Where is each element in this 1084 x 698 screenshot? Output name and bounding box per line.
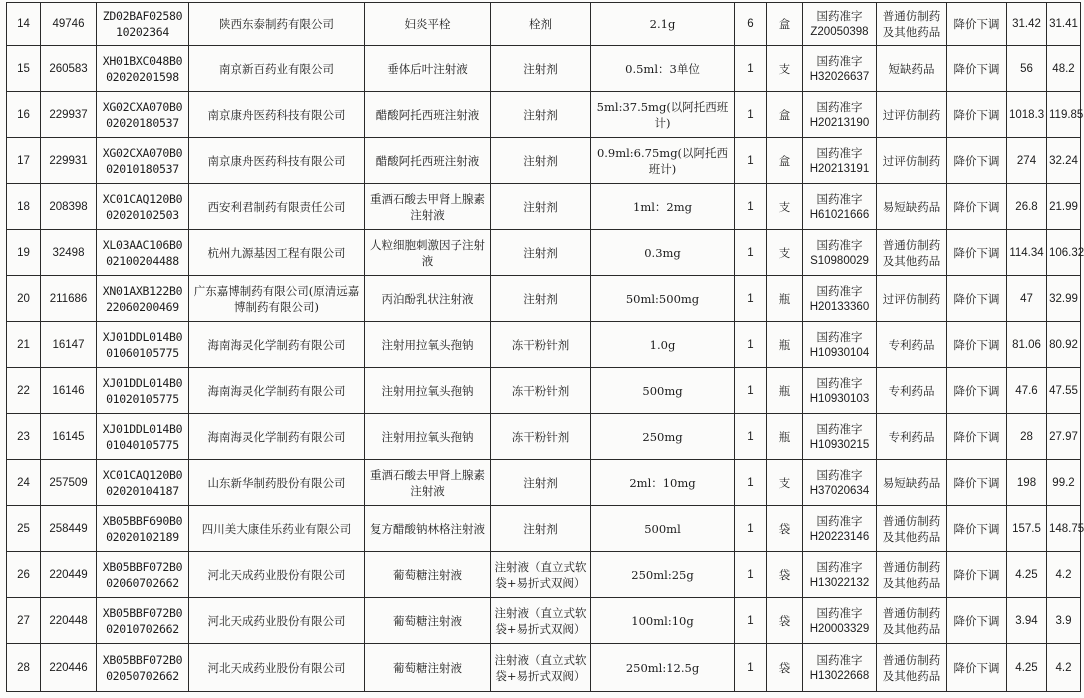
drug-code-line: XL03AAC106B0: [102, 237, 183, 252]
drug-price-table: [6, 2, 1084, 692]
approval-number-cell: [803, 46, 877, 92]
table-row: [7, 92, 1081, 138]
table-row: [7, 322, 1081, 368]
price-after-cell: 48.2: [1047, 46, 1081, 92]
dosage-form-cell: 注射剂: [491, 460, 591, 506]
approval-number-line: H20213190: [809, 116, 870, 129]
table-row: [7, 644, 1081, 692]
pack-quantity-cell: 1: [735, 92, 767, 138]
price-after-cell: 32.99: [1047, 276, 1081, 322]
price-after-cell: 3.9: [1047, 598, 1081, 644]
drug-name-cell: 葡萄糖注射液: [365, 598, 491, 644]
approval-number-line: H20003329: [809, 622, 870, 635]
approval-number-cell: [803, 184, 877, 230]
dosage-form-cell: 注射剂: [491, 46, 591, 92]
approval-number-cell: [803, 3, 877, 46]
adjust-type-cell: 降价下调: [947, 138, 1007, 184]
manufacturer-cell: 四川美大康佳乐药业有限公司: [189, 506, 365, 552]
dosage-form-cell: 冻干粉针剂: [491, 368, 591, 414]
price-before-cell: 47: [1007, 276, 1047, 322]
pack-quantity-cell: 1: [735, 138, 767, 184]
approval-number-line: 国药准字: [816, 53, 863, 68]
pack-quantity-cell: 1: [735, 46, 767, 92]
drug-name-cell: 葡萄糖注射液: [365, 552, 491, 598]
pack-unit-cell: 瓶: [767, 322, 803, 368]
dosage-form-cell: 注射剂: [491, 138, 591, 184]
manufacturer-cell: 海南海灵化学制药有限公司: [189, 322, 365, 368]
approval-number-cell: [803, 460, 877, 506]
dosage-form-cell: 注射剂: [491, 506, 591, 552]
drug-code-line: XJ01DDL014B0: [102, 421, 183, 436]
pack-unit-cell: 瓶: [767, 276, 803, 322]
row-seq-cell: 14: [7, 3, 41, 46]
approval-number-cell: [803, 598, 877, 644]
price-after-cell: 119.85: [1047, 92, 1081, 138]
approval-number-line: H61021666: [809, 208, 870, 221]
pack-unit-cell: 袋: [767, 552, 803, 598]
approval-number-line: H10930103: [809, 392, 870, 405]
adjust-type-cell: 降价下调: [947, 368, 1007, 414]
drug-category-cell: 专利药品: [877, 414, 947, 460]
drug-code-cell: [97, 460, 189, 506]
drug-name-cell: 注射用拉氧头孢钠: [365, 322, 491, 368]
dosage-form-cell: 栓剂: [491, 3, 591, 46]
price-after-cell: 148.75: [1047, 506, 1081, 552]
drug-name-cell: 注射用拉氧头孢钠: [365, 368, 491, 414]
drug-code-line: XG02CXA070B0: [102, 145, 183, 160]
drug-category-cell: 普通仿制药及其他药品: [877, 598, 947, 644]
approval-number-cell: [803, 92, 877, 138]
dosage-form-cell: 注射剂: [491, 276, 591, 322]
specification-cell: 5ml:37.5mg(以阿托西班计): [591, 92, 735, 138]
approval-number-line: H37020634: [809, 484, 870, 497]
drug-code-line: 02020201598: [106, 69, 179, 84]
adjust-type-cell: 降价下调: [947, 3, 1007, 46]
table-row: [7, 552, 1081, 598]
drug-name-cell: 复方醋酸钠林格注射液: [365, 506, 491, 552]
drug-code-cell: [97, 92, 189, 138]
adjust-type-cell: 降价下调: [947, 276, 1007, 322]
price-before-cell: 81.06: [1007, 322, 1047, 368]
approval-number-line: H10930215: [809, 438, 870, 451]
manufacturer-cell: 南京康舟医药科技有限公司: [189, 138, 365, 184]
pack-unit-cell: 瓶: [767, 368, 803, 414]
drug-code-line: XC01CAQ120B0: [102, 467, 183, 482]
price-before-cell: 1018.3: [1007, 92, 1047, 138]
pack-unit-cell: 盒: [767, 92, 803, 138]
dosage-form-cell: 注射液（直立式软袋+易折式双阀）: [491, 644, 591, 692]
dosage-form-cell: 注射剂: [491, 230, 591, 276]
pack-quantity-cell: 1: [735, 414, 767, 460]
manufacturer-cell: 杭州九源基因工程有限公司: [189, 230, 365, 276]
pack-quantity-cell: 1: [735, 368, 767, 414]
price-before-cell: 3.94: [1007, 598, 1047, 644]
price-before-cell: 28: [1007, 414, 1047, 460]
manufacturer-cell: 河北天成药业股份有限公司: [189, 598, 365, 644]
approval-number-line: 国药准字: [816, 652, 863, 667]
drug-id-cell: 16147: [41, 322, 97, 368]
approval-number-line: 国药准字: [816, 99, 863, 114]
specification-cell: 250ml:12.5g: [591, 644, 735, 692]
manufacturer-cell: 河北天成药业股份有限公司: [189, 552, 365, 598]
approval-number-cell: [803, 368, 877, 414]
approval-number-line: H20133360: [809, 300, 870, 313]
drug-code-line: 02020102503: [106, 207, 179, 222]
row-seq-cell: 18: [7, 184, 41, 230]
adjust-type-cell: 降价下调: [947, 506, 1007, 552]
approval-number-line: H10930104: [809, 346, 870, 359]
adjust-type-cell: 降价下调: [947, 414, 1007, 460]
drug-code-cell: [97, 414, 189, 460]
pack-unit-cell: 袋: [767, 506, 803, 552]
specification-cell: 100ml:10g: [591, 598, 735, 644]
row-seq-cell: 22: [7, 368, 41, 414]
drug-id-cell: 229937: [41, 92, 97, 138]
drug-id-cell: 229931: [41, 138, 97, 184]
pack-unit-cell: 支: [767, 460, 803, 506]
specification-cell: 1ml：2mg: [591, 184, 735, 230]
drug-id-cell: 257509: [41, 460, 97, 506]
drug-code-cell: [97, 184, 189, 230]
manufacturer-cell: 南京新百药业有限公司: [189, 46, 365, 92]
price-after-cell: 4.2: [1047, 644, 1081, 692]
drug-name-cell: 醋酸阿托西班注射液: [365, 92, 491, 138]
pack-quantity-cell: 1: [735, 230, 767, 276]
drug-code-cell: [97, 276, 189, 322]
pack-unit-cell: 瓶: [767, 414, 803, 460]
specification-cell: 500mg: [591, 368, 735, 414]
pack-unit-cell: 盒: [767, 138, 803, 184]
specification-cell: 0.9ml:6.75mg(以阿托西班计): [591, 138, 735, 184]
drug-name-cell: 人粒细胞刺激因子注射液: [365, 230, 491, 276]
drug-category-cell: 易短缺药品: [877, 184, 947, 230]
adjust-type-cell: 降价下调: [947, 322, 1007, 368]
drug-code-cell: [97, 230, 189, 276]
pack-quantity-cell: 1: [735, 322, 767, 368]
drug-id-cell: 258449: [41, 506, 97, 552]
approval-number-line: 国药准字: [816, 191, 863, 206]
drug-code-cell: [97, 322, 189, 368]
row-seq-cell: 27: [7, 598, 41, 644]
pack-unit-cell: 支: [767, 184, 803, 230]
drug-code-line: 10202364: [116, 25, 169, 39]
pack-quantity-cell: 6: [735, 3, 767, 46]
approval-number-line: 国药准字: [816, 9, 863, 23]
table-row: [7, 414, 1081, 460]
drug-code-cell: [97, 368, 189, 414]
dosage-form-cell: 注射剂: [491, 184, 591, 230]
drug-category-cell: 短缺药品: [877, 46, 947, 92]
drug-code-cell: [97, 3, 189, 46]
row-seq-cell: 26: [7, 552, 41, 598]
approval-number-line: 国药准字: [816, 513, 863, 528]
price-after-cell: 80.92: [1047, 322, 1081, 368]
drug-category-cell: 过评仿制药: [877, 276, 947, 322]
approval-number-line: H32026637: [809, 70, 870, 83]
drug-category-cell: 专利药品: [877, 322, 947, 368]
drug-code-line: 02010702662: [106, 621, 179, 636]
table-row: [7, 460, 1081, 506]
dosage-form-cell: 注射剂: [491, 92, 591, 138]
drug-code-cell: [97, 644, 189, 692]
drug-code-line: XC01CAQ120B0: [102, 191, 183, 206]
table-row: [7, 506, 1081, 552]
pack-quantity-cell: 1: [735, 460, 767, 506]
approval-number-cell: [803, 230, 877, 276]
dosage-form-cell: 冻干粉针剂: [491, 322, 591, 368]
table-body: [7, 3, 1084, 692]
drug-id-cell: 208398: [41, 184, 97, 230]
manufacturer-cell: 陕西东泰制药有限公司: [189, 3, 365, 46]
approval-number-cell: [803, 644, 877, 692]
adjust-type-cell: 降价下调: [947, 184, 1007, 230]
drug-code-line: 02020104187: [106, 483, 179, 498]
table-row: [7, 184, 1081, 230]
table-row: [7, 276, 1081, 322]
drug-code-line: XJ01DDL014B0: [102, 375, 183, 390]
drug-code-line: XJ01DDL014B0: [102, 329, 183, 344]
adjust-type-cell: 降价下调: [947, 552, 1007, 598]
drug-name-cell: 注射用拉氧头孢钠: [365, 414, 491, 460]
drug-code-line: XB05BBF072B0: [102, 605, 183, 620]
pack-unit-cell: 袋: [767, 598, 803, 644]
approval-number-line: H20213191: [809, 162, 870, 175]
drug-id-cell: 49746: [41, 3, 97, 46]
dosage-form-cell: 注射液（直立式软袋+易折式双阀）: [491, 552, 591, 598]
price-before-cell: 114.34: [1007, 230, 1047, 276]
drug-code-line: 02020102189: [106, 529, 179, 544]
price-after-cell: 47.55: [1047, 368, 1081, 414]
manufacturer-cell: 海南海灵化学制药有限公司: [189, 414, 365, 460]
price-before-cell: 198: [1007, 460, 1047, 506]
approval-number-cell: [803, 138, 877, 184]
specification-cell: 2ml：10mg: [591, 460, 735, 506]
drug-code-line: 02020180537: [106, 115, 179, 130]
specification-cell: 250ml:25g: [591, 552, 735, 598]
drug-category-cell: 过评仿制药: [877, 138, 947, 184]
specification-cell: 500ml: [591, 506, 735, 552]
drug-name-cell: 醋酸阿托西班注射液: [365, 138, 491, 184]
pack-quantity-cell: 1: [735, 506, 767, 552]
drug-id-cell: 16146: [41, 368, 97, 414]
approval-number-line: 国药准字: [816, 605, 863, 620]
specification-cell: 0.5ml：3单位: [591, 46, 735, 92]
price-before-cell: 4.25: [1007, 552, 1047, 598]
price-before-cell: 26.8: [1007, 184, 1047, 230]
drug-category-cell: 普通仿制药及其他药品: [877, 644, 947, 692]
pack-quantity-cell: 1: [735, 552, 767, 598]
drug-code-cell: [97, 552, 189, 598]
drug-code-line: 01020105775: [106, 391, 179, 406]
drug-id-cell: 211686: [41, 276, 97, 322]
drug-code-line: 22060200469: [106, 299, 179, 314]
pack-quantity-cell: 1: [735, 644, 767, 692]
drug-name-cell: 重酒石酸去甲肾上腺素注射液: [365, 184, 491, 230]
pack-unit-cell: 支: [767, 230, 803, 276]
drug-code-cell: [97, 506, 189, 552]
approval-number-line: H20223146: [809, 530, 870, 543]
approval-number-line: H13022668: [809, 669, 870, 682]
table-row: [7, 3, 1081, 46]
manufacturer-cell: 广东嘉博制药有限公司(原清远嘉博制药有限公司): [189, 276, 365, 322]
specification-cell: 2.1g: [591, 3, 735, 46]
table-row: [7, 368, 1081, 414]
row-seq-cell: 24: [7, 460, 41, 506]
pack-unit-cell: 袋: [767, 644, 803, 692]
manufacturer-cell: 河北天成药业股份有限公司: [189, 644, 365, 692]
table-row: [7, 598, 1081, 644]
drug-id-cell: 220446: [41, 644, 97, 692]
price-before-cell: 47.6: [1007, 368, 1047, 414]
drug-category-cell: 过评仿制药: [877, 92, 947, 138]
adjust-type-cell: 降价下调: [947, 598, 1007, 644]
price-after-cell: 106.32: [1047, 230, 1081, 276]
row-seq-cell: 19: [7, 230, 41, 276]
table-row: [7, 138, 1081, 184]
drug-name-cell: 妇炎平栓: [365, 3, 491, 46]
drug-code-line: 01060105775: [106, 345, 179, 360]
row-seq-cell: 17: [7, 138, 41, 184]
drug-code-line: XB05BBF690B0: [102, 513, 183, 528]
drug-name-cell: 葡萄糖注射液: [365, 644, 491, 692]
drug-code-line: 01040105775: [106, 437, 179, 452]
manufacturer-cell: 南京康舟医药科技有限公司: [189, 92, 365, 138]
dosage-form-cell: 冻干粉针剂: [491, 414, 591, 460]
drug-id-cell: 32498: [41, 230, 97, 276]
approval-number-line: 国药准字: [816, 559, 863, 574]
price-before-cell: 157.5: [1007, 506, 1047, 552]
drug-category-cell: 普通仿制药及其他药品: [877, 552, 947, 598]
drug-code-line: 02060702662: [106, 575, 179, 590]
drug-id-cell: 220448: [41, 598, 97, 644]
drug-code-line: XG02CXA070B0: [102, 99, 183, 114]
specification-cell: 50ml:500mg: [591, 276, 735, 322]
price-after-cell: 4.2: [1047, 552, 1081, 598]
specification-cell: 250mg: [591, 414, 735, 460]
approval-number-line: 国药准字: [816, 421, 863, 436]
row-seq-cell: 23: [7, 414, 41, 460]
adjust-type-cell: 降价下调: [947, 46, 1007, 92]
price-after-cell: 31.41: [1047, 3, 1081, 46]
row-seq-cell: 15: [7, 46, 41, 92]
adjust-type-cell: 降价下调: [947, 230, 1007, 276]
manufacturer-cell: 西安利君制药有限责任公司: [189, 184, 365, 230]
drug-code-line: XH01BXC048B0: [102, 53, 183, 68]
adjust-type-cell: 降价下调: [947, 92, 1007, 138]
pack-unit-cell: 支: [767, 46, 803, 92]
row-seq-cell: 20: [7, 276, 41, 322]
drug-code-line: 02010180537: [106, 161, 179, 176]
approval-number-cell: [803, 322, 877, 368]
drug-code-line: XB05BBF072B0: [102, 652, 183, 667]
price-before-cell: 4.25: [1007, 644, 1047, 692]
pack-quantity-cell: 1: [735, 598, 767, 644]
approval-number-line: Z20050398: [810, 26, 869, 38]
drug-code-line: 02050702662: [106, 668, 179, 683]
approval-number-line: 国药准字: [816, 145, 863, 160]
approval-number-line: 国药准字: [816, 375, 863, 390]
drug-code-line: XN01AXB122B0: [102, 283, 183, 298]
price-before-cell: 56: [1007, 46, 1047, 92]
specification-cell: 0.3mg: [591, 230, 735, 276]
adjust-type-cell: 降价下调: [947, 460, 1007, 506]
drug-id-cell: 260583: [41, 46, 97, 92]
pack-unit-cell: 盒: [767, 3, 803, 46]
approval-number-line: 国药准字: [816, 237, 863, 252]
price-before-cell: 31.42: [1007, 3, 1047, 46]
drug-code-line: ZD02BAF02580: [102, 9, 183, 23]
pack-quantity-cell: 1: [735, 184, 767, 230]
approval-number-line: S10980029: [810, 254, 869, 267]
manufacturer-cell: 海南海灵化学制药有限公司: [189, 368, 365, 414]
drug-id-cell: 220449: [41, 552, 97, 598]
approval-number-cell: [803, 506, 877, 552]
adjust-type-cell: 降价下调: [947, 644, 1007, 692]
drug-name-cell: 垂体后叶注射液: [365, 46, 491, 92]
table-row: [7, 230, 1081, 276]
pack-quantity-cell: 1: [735, 276, 767, 322]
drug-code-line: XB05BBF072B0: [102, 559, 183, 574]
table-row: [7, 46, 1081, 92]
drug-code-line: 02100204488: [106, 253, 179, 268]
drug-code-cell: [97, 46, 189, 92]
dosage-form-cell: 注射液（直立式软袋+易折式双阀）: [491, 598, 591, 644]
price-before-cell: 274: [1007, 138, 1047, 184]
approval-number-cell: [803, 552, 877, 598]
approval-number-line: 国药准字: [816, 467, 863, 482]
row-seq-cell: 25: [7, 506, 41, 552]
price-after-cell: 27.97: [1047, 414, 1081, 460]
row-seq-cell: 28: [7, 644, 41, 692]
drug-category-cell: 易短缺药品: [877, 460, 947, 506]
drug-category-cell: 普通仿制药及其他药品: [877, 3, 947, 46]
approval-number-cell: [803, 414, 877, 460]
drug-name-cell: 丙泊酚乳状注射液: [365, 276, 491, 322]
drug-id-cell: 16145: [41, 414, 97, 460]
drug-category-cell: 普通仿制药及其他药品: [877, 230, 947, 276]
drug-code-cell: [97, 138, 189, 184]
approval-number-line: 国药准字: [816, 329, 863, 344]
manufacturer-cell: 山东新华制药股份有限公司: [189, 460, 365, 506]
approval-number-line: H13022132: [809, 576, 870, 589]
approval-number-line: 国药准字: [816, 283, 863, 298]
approval-number-cell: [803, 276, 877, 322]
price-after-cell: 32.24: [1047, 138, 1081, 184]
drug-category-cell: 普通仿制药及其他药品: [877, 506, 947, 552]
price-after-cell: 99.2: [1047, 460, 1081, 506]
drug-category-cell: 专利药品: [877, 368, 947, 414]
drug-name-cell: 重酒石酸去甲肾上腺素注射液: [365, 460, 491, 506]
price-after-cell: 21.99: [1047, 184, 1081, 230]
specification-cell: 1.0g: [591, 322, 735, 368]
drug-code-cell: [97, 598, 189, 644]
row-seq-cell: 16: [7, 92, 41, 138]
row-seq-cell: 21: [7, 322, 41, 368]
